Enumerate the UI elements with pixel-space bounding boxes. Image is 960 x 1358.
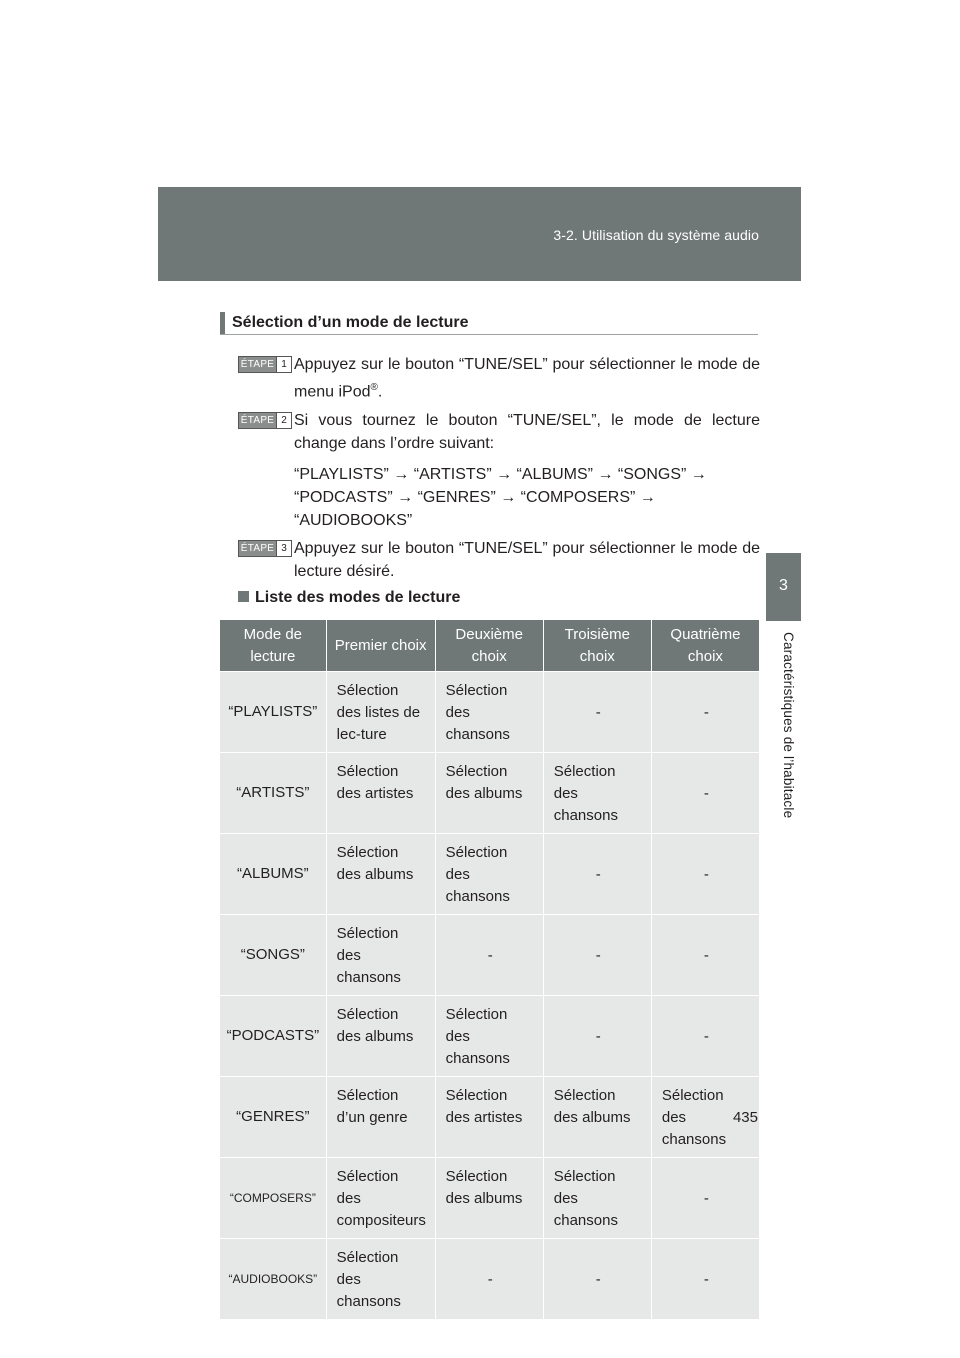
table-cell: -: [543, 915, 651, 996]
table-cell: Sélection des albums: [435, 1158, 543, 1239]
table-row: [220, 834, 759, 915]
table-cell: Sélection des chansons: [435, 672, 543, 753]
step-text: [294, 409, 760, 532]
table-row: [220, 915, 759, 996]
column-header: Mode de lecture: [220, 620, 326, 672]
table-cell: Sélection des artistes: [435, 1077, 543, 1158]
step-badge: [238, 412, 292, 429]
table-cell: -: [543, 1239, 651, 1320]
step-text-body: Appuyez sur le bouton “TUNE/SEL” pour sélectionner le mode de menu iPod: [294, 356, 760, 401]
table-cell: -: [651, 996, 759, 1077]
chapter-header-title: 3-2. Utilisation du système audio: [553, 227, 759, 243]
table-row: [220, 1239, 759, 1320]
step-badge-label: ÉTAPE: [240, 359, 275, 370]
table-cell: “COMPOSERS”: [220, 1158, 326, 1239]
table-cell: -: [543, 672, 651, 753]
chapter-side-label: Caractéristiques de l’habitacle: [781, 632, 796, 819]
step-badge-label: ÉTAPE: [240, 543, 275, 554]
table-cell: “PODCASTS”: [220, 996, 326, 1077]
table-cell: Sélection des chansons: [543, 753, 651, 834]
mode-sequence: “PLAYLISTS” → “ARTISTS” → “ALBUMS” → “SONGS” → “PODCASTS” → “GENRES” → “COMPOSERS” → “AUDIOBOOKS”: [294, 466, 707, 529]
list-heading: [238, 589, 460, 607]
chapter-number: 3: [779, 577, 788, 594]
table-cell: -: [651, 753, 759, 834]
column-header: Deuxième choix: [435, 620, 543, 672]
table-cell: -: [651, 1239, 759, 1320]
table-cell: Sélection des albums: [326, 834, 435, 915]
table-cell: -: [543, 996, 651, 1077]
table-cell: Sélection des artistes: [326, 753, 435, 834]
step-1: [238, 353, 760, 401]
table-row: [220, 996, 759, 1077]
table-cell: Sélection des chansons: [435, 834, 543, 915]
table-cell: -: [543, 834, 651, 915]
table-cell: “AUDIOBOOKS”: [220, 1239, 326, 1320]
playback-modes-table: [220, 620, 759, 1319]
step-text-body: Si vous tournez le bouton “TUNE/SEL”, le mode de lecture change dans l’ordre suivant:: [294, 412, 760, 452]
table-cell: “PLAYLISTS”: [220, 672, 326, 753]
table-cell: Sélection d’un genre: [326, 1077, 435, 1158]
table-cell: Sélection des albums: [435, 753, 543, 834]
step-badge: [238, 540, 292, 557]
section-heading-bar: [220, 312, 225, 334]
page-number: 435: [732, 1109, 758, 1126]
table-cell: -: [651, 672, 759, 753]
table-row: [220, 753, 759, 834]
section-heading-title: Sélection d’un mode de lecture: [232, 314, 469, 331]
step-badge-number: 2: [276, 413, 291, 428]
list-heading-text: Liste des modes de lecture: [255, 589, 461, 606]
chapter-header-bar: [158, 187, 801, 281]
table-cell: “ARTISTS”: [220, 753, 326, 834]
step-badge-number: 1: [276, 357, 291, 372]
step-2: [238, 409, 760, 529]
section-heading: [220, 312, 758, 335]
chapter-side-tab: [766, 553, 801, 621]
registered-mark: ®: [370, 382, 378, 393]
column-header: Quatrième choix: [651, 620, 759, 672]
step-3: [238, 537, 760, 585]
table-cell: Sélection des albums: [326, 996, 435, 1077]
table-header-row: [220, 620, 759, 672]
square-bullet-icon: [238, 591, 249, 602]
step-text: [294, 353, 760, 403]
table-cell: Sélection des listes de lec-ture: [326, 672, 435, 753]
column-header: Troisième choix: [543, 620, 651, 672]
table-cell: -: [651, 834, 759, 915]
table-row: [220, 1077, 759, 1158]
table-row: [220, 1158, 759, 1239]
step-text-tail: .: [377, 383, 383, 401]
table-cell: -: [435, 915, 543, 996]
table-row: [220, 672, 759, 753]
table-cell: Sélection des chansons: [326, 915, 435, 996]
table-cell: Sélection des chansons: [543, 1158, 651, 1239]
table-cell: “SONGS”: [220, 915, 326, 996]
table-cell: Sélection des chansons: [435, 996, 543, 1077]
table-cell: Sélection des chansons: [326, 1239, 435, 1320]
table-cell: -: [651, 915, 759, 996]
step-badge-label: ÉTAPE: [240, 415, 275, 426]
table-cell: Sélection des compositeurs: [326, 1158, 435, 1239]
column-header: Premier choix: [326, 620, 435, 672]
table-cell: -: [651, 1158, 759, 1239]
table-cell: -: [435, 1239, 543, 1320]
step-badge-number: 3: [276, 541, 291, 556]
table-cell: “GENRES”: [220, 1077, 326, 1158]
step-badge: [238, 356, 292, 373]
table-cell: Sélection des albums: [543, 1077, 651, 1158]
table-cell: “ALBUMS”: [220, 834, 326, 915]
table-cell: Sélection des chansons: [651, 1077, 759, 1158]
step-text: Appuyez sur le bouton “TUNE/SEL” pour sélectionner le mode de lecture désiré.: [294, 540, 760, 580]
